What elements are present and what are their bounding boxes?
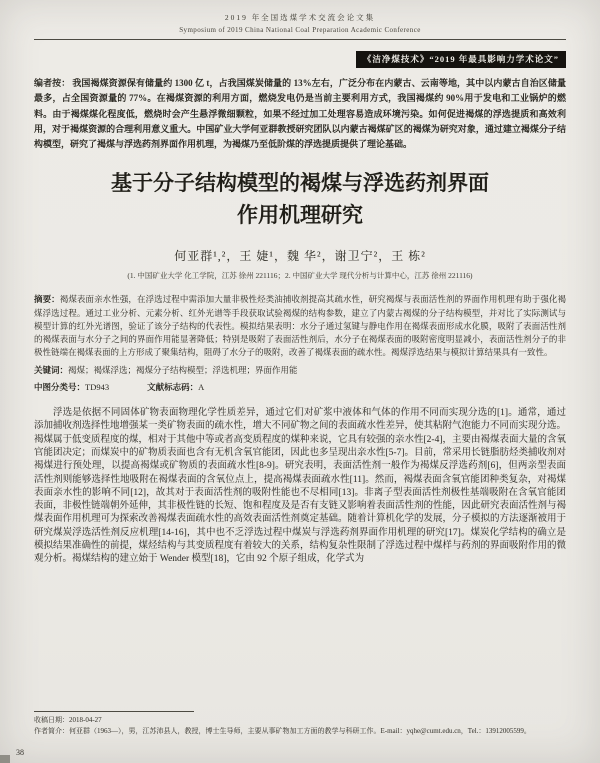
abstract-text: 褐煤表面亲水性强，在浮选过程中需添加大量非极性烃类油捕收剂提高其疏水性，研究褐煤与表面活性剂的界面作用机理有助于强化褐煤浮选过程。通过工业分析、元素分析、红外光谱等手段获取试验褐煤的结构参数，建立了内蒙古褐煤的分子结构模型，并对比了实际测试与模型计算的红外光谱图，验证了该分子结构的代表性。模拟结果表明：水分子通过氢键与静电作用在褐煤表面形成水化膜，吸附了表面活性剂的褐煤表面与水分子之间的界面作用能显著降低；特别是吸附了表面活性剂后，水分子在褐煤表面的吸附密度明显减小，表面活性剂分子的非极性链端在褐煤表面的上方形成了聚集结构，阻碍了水分子的吸附，改善了褐煤表面的疏水性。褐煤浮选结果与模拟计算结果具有一致性。	[34, 294, 566, 358]
authors-line: 何亚群¹,²，王 婕¹，魏 华²，谢卫宁²，王 栋²	[174, 249, 426, 264]
page-header	[34, 12, 566, 40]
proceedings-title-cn: 2019 年全国选煤学术交流会论文集	[224, 13, 376, 22]
award-badge: 《洁净煤技术》“2019 年最具影响力学术论文”	[356, 51, 566, 68]
editor-note-text: 我国褐煤资源保有储量约 1300 亿 t，占我国煤炭储量的 13%左右，广泛分布在内蒙古、云南等地，其中以内蒙古自治区储量最多，占全国资源量的 77%。在褐煤资源的利用方面，燃烧发电仍是当前主要利用方式，我国褐煤约 90%用于发电和工业锅炉的燃料。由于褐煤煤化程度低，燃烧时会产生悬浮微细颗粒，如果不经过加工处理容易造成环境污染。如何促进褐煤的浮选提质和高效利用，对于褐煤资源的合理利用意义重大。中国矿业大学何亚群教授研究团队以内蒙古褐煤矿区的褐煤为研究对象，通过建立褐煤分子结构模型，研究了褐煤与浮选药剂界面作用机理，为褐煤乃至低阶煤的浮选提质提供了理论基础。	[34, 78, 566, 150]
award-badge-row	[34, 49, 566, 68]
footnote-divider	[34, 711, 194, 712]
clc-value: TD943	[85, 382, 110, 393]
body-text	[34, 407, 566, 567]
clc-label: 中图分类号：	[34, 382, 86, 393]
paper-title-line2: 作用机理研究	[237, 202, 363, 227]
footnote-block	[34, 711, 566, 737]
abstract-label: 摘要：	[34, 294, 60, 305]
received-date: 收稿日期：2018-04-27	[34, 716, 102, 725]
author-bio: 作者简介：何亚群（1963—），男，江苏沛县人，教授，博士生导师，主要从事矿物加工方面的教学与科研工作。E-mail：yqhe@cumt.edu.cn，Tel.：13912005599。	[34, 727, 531, 736]
editor-note	[34, 76, 566, 152]
editor-note-label: 编者按：	[34, 78, 71, 88]
paper-title	[34, 168, 566, 231]
keywords-label: 关键词：	[34, 365, 69, 376]
affiliation-line: (1. 中国矿业大学 化工学院，江苏 徐州 221116；2. 中国矿业大学 现代分析与计算中心，江苏 徐州 221116)	[127, 271, 473, 281]
header-divider	[34, 39, 566, 40]
proceedings-title-en: Symposium of 2019 China National Coal Preparation Academic Conference	[179, 26, 421, 34]
abstract	[34, 293, 566, 359]
keywords	[34, 364, 566, 377]
doc-code-label: 文献标志码：	[147, 382, 199, 393]
clc-line	[34, 381, 566, 393]
page-number: 38	[16, 748, 24, 757]
paper-title-line1: 基于分子结构模型的褐煤与浮选药剂界面	[111, 171, 489, 196]
keywords-text: 褐煤；褐煤浮选；褐煤分子结构模型；浮选机理；界面作用能	[68, 365, 298, 376]
doc-code-value: A	[198, 382, 205, 393]
scan-corner-artifact	[0, 755, 10, 763]
body-paragraph-1: 浮选是依据不同固体矿物表面物理化学性质差异，通过它们对矿浆中液体和气体的作用不同而实现分选的[1]。通常，通过添加捕收剂选择性地增强某一类矿物表面的疏水性，增大不同矿物之间的表面疏水性差异，使其粘附气泡能力不同而实现分选。褐煤属于低变质程度的煤，相对于其他中等或者高变质程度的煤种来说，它具有较强的亲水性[2-4]，主要由褐煤表面大量的含氧官能团决定；而煤炭中的矿物质表面也含有无机含氧官能团，因此也多呈现出亲水性[5-7]。目前，常采用长链脂肪烃类捕收剂对褐煤进行预处理，以提高褐煤或矿物质的表面疏水性[8-9]。研究表明，表面活性剂一般作为褐煤反浮选药剂[6]，但两亲型表面活性剂则能够选择性地吸附在褐煤表面的含氧位点上，提高褐煤表面疏水性[11]。然而，褐煤表面含氧官能团种类复杂，对褐煤表面亲水性的影响不同[12]，故其对于表面活性剂的吸附性能也不尽相同[13]。非离子型表面活性剂极性基端吸附在含氧官能团表面，非极性链端朝外延伸，其非极性链的长短、饱和程度及是否有支链又影响着表面活性剂的性能，因此研究表面活性剂与褐煤表面作用机理可为探索改善褐煤表面疏水性的高效表面活性剂奠定基础。随着计算机化学的发展，分子模拟的方法逐渐被用于研究煤炭浮选活性剂反应机理[14-16]，其中也不乏浮选过程中煤炭与浮选药剂界面作用机理的研究[17]。煤炭化学结构的确立是模拟结果准确性的前提，煤烃结构与其变质程度有着较大的关系，结构复杂性限制了浮选过程中煤样与药剂的界面吸附作用的微观分析。褐煤结构的建立始于 Wender 模型[18]，它由 92 个原子组成，化学式为	[34, 408, 567, 565]
